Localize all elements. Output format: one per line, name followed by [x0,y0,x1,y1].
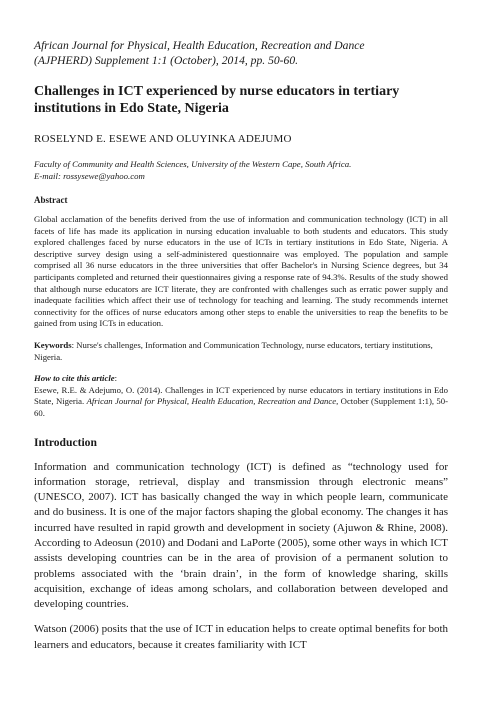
article-title: Challenges in ICT experienced by nurse educators in tertiary institutions in Edo State, Nigeria [34,84,400,116]
affiliation-text: Faculty of Community and Health Sciences, University of the Western Cape, South Africa. [34,159,352,169]
authors: ROSELYND E. ESEWE AND OLUYINKA ADEJUMO [34,133,292,145]
introduction-paragraph-2: Watson (2006) posits that the use of ICT in education helps to create optimal benefits for both learners and educators, because it creates familiarity with ICT [34,623,448,651]
citation-issue: , October (Supplement 1:1), 50-60. [34,396,449,418]
citation-heading [34,373,448,385]
citation-text [34,385,448,420]
keywords [34,340,448,363]
citation-journal: African Journal for Physical, Health Education, Recreation and Dance [86,396,337,407]
keywords-label: Keywords [34,339,72,350]
author-email: E-mail: rossysewe@yahoo.com [34,171,145,181]
journal-issue: (AJPHERD) Supplement 1:1 (October), 2014, pp. 50-60. [34,54,299,67]
journal-header [34,38,448,68]
abstract-heading: Abstract [34,195,68,205]
abstract-text: Global acclamation of the benefits derived from the use of information and communication technology (ICT) in all facets of life has made its application in nursing education invaluable to both students and educators. This study explored challenges faced by nurse educators in the use of ICTs in tertiary institutions in Edo State, Nigeria. A descriptive survey design using a self-administered questionnaire was employed. The population and sample comprised all 36 nurse educators in the three universities that offer Bachelor's in Nursing Science degrees, but 34 participants completed and returned their questionnaires giving a response rate of 94.3%. Results of the study showed that although nurse educators are ICT literate, they are confronted with challenges such as erratic power supply and inadequate facilities which affect their use of technology for teaching and learning. The study recommends internet connectivity for the offices of nurse educators among other steps to enable the universities to reap the benefits to be gained from using ICTs in education. [34,214,448,329]
keywords-text: : Nurse's challenges, Information and Communication Technology, nurse educators, tertiary institutions, Nigeria. [34,339,433,362]
introduction-paragraph-1: Information and communication technology (ICT) is defined as “technology used for information storage, retrieval, display and transmission through electronic means” (UNESCO, 2007). ICT has basically changed the way in which people learn, communicate and do business. It is one of the major factors shaping the global economy. The changes it has incurred have resulted in rapid growth and development in society (Ajuwon & Rhine, 2008). According to Adeosun (2010) and Dodani and LaPorte (2005), some other ways in which ICT assists developing countries can be in the area of provision of a permanent solution to problems associated with the ‘brain drain’, in the form of knowledge sharing, skills acquisition, exchange of ideas among scholars, and collaboration between developed and developing countries. [34,460,448,611]
citation-heading-text: How to cite this article [34,373,115,384]
citation-authors: Esewe, R.E. & Adejumo, O. (2014). Challenges in ICT experienced by nurse educators in tertiary institutions in Edo State, Nigeria. [34,384,448,407]
journal-name: African Journal for Physical, Health Education, Recreation and Dance [34,39,365,52]
affiliation [34,158,448,182]
citation-heading-colon: : [114,373,118,384]
introduction-heading: Introduction [34,435,97,449]
